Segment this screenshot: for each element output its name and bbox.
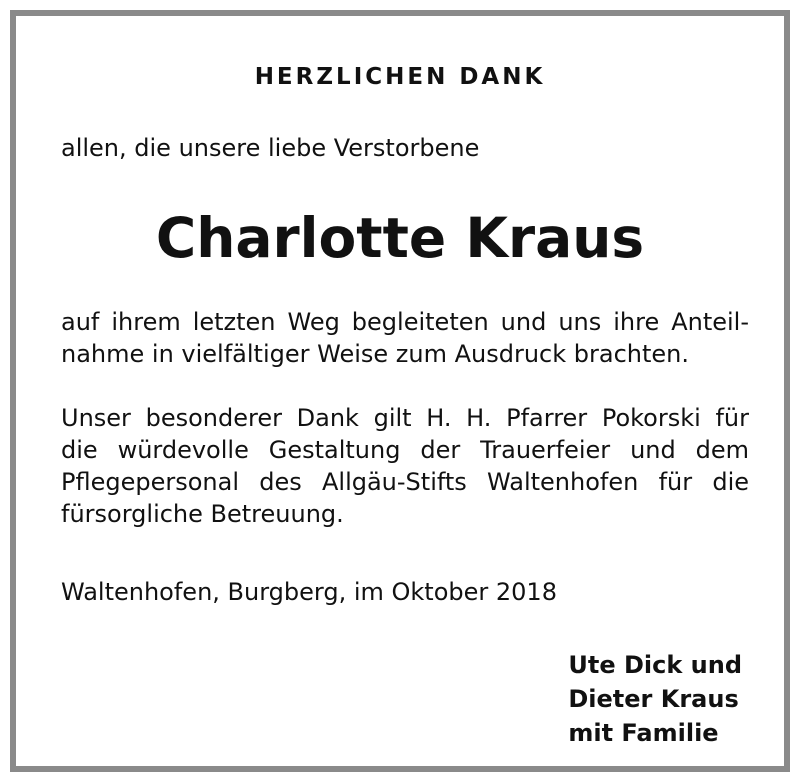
- signature-line: Dieter Kraus: [568, 685, 739, 713]
- paragraph-line: nahme in vielfältiger Weise zum Ausdruck brachten.: [61, 340, 689, 368]
- notice-frame: [10, 10, 790, 772]
- paragraph-line: Pflegepersonal des Allgäu-Stifts Waltenhofen für die: [61, 468, 749, 496]
- notice-heading: HERZLICHEN DANK: [254, 64, 546, 90]
- deceased-name: Charlotte Kraus: [155, 206, 645, 270]
- signature-line: mit Familie: [568, 719, 719, 747]
- signature-line: Ute Dick und: [568, 651, 742, 679]
- signature-block: [568, 648, 742, 750]
- paragraph-line: auf ihrem letzten Weg begleiteten und uns ihre Anteil-: [61, 308, 749, 336]
- paragraph-line: die würdevolle Gestaltung der Trauerfeier und dem: [61, 436, 749, 464]
- paragraph-line: fürsorgliche Betreuung.: [61, 500, 344, 528]
- intro-text: allen, die unsere liebe Verstorbene: [61, 134, 480, 162]
- place-date: Waltenhofen, Burgberg, im Oktober 2018: [61, 578, 557, 606]
- thanks-paragraph-2: [61, 402, 749, 530]
- paragraph-line: Unser besonderer Dank gilt H. H. Pfarrer Pokorski für: [61, 404, 749, 432]
- thanks-paragraph-1: [61, 306, 749, 370]
